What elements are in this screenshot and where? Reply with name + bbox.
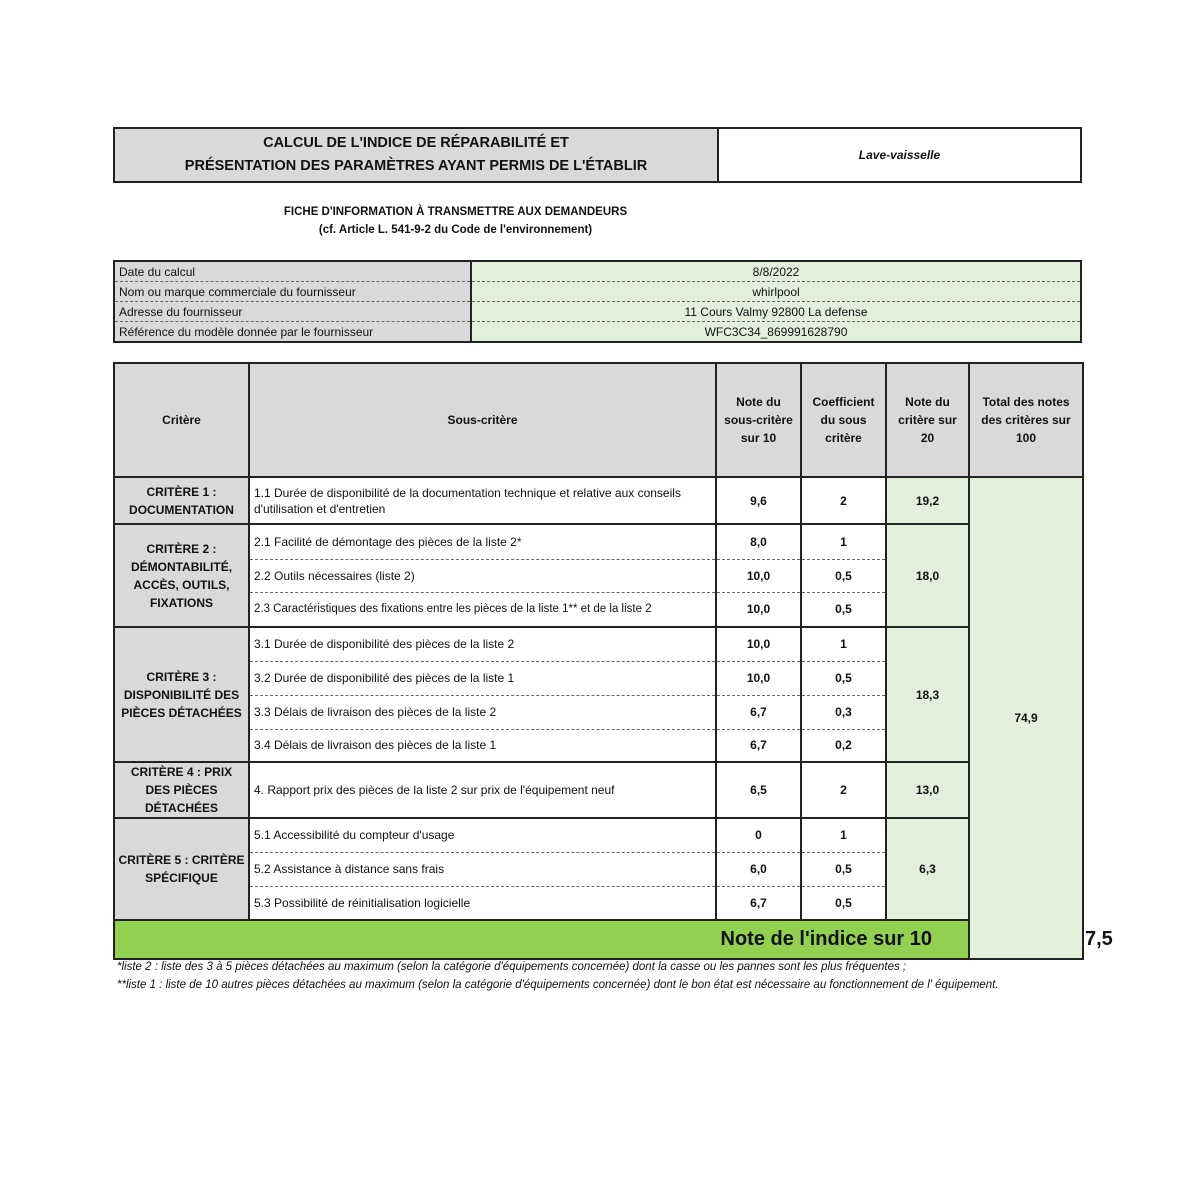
footnote-liste-1: **liste 1 : liste de 10 autres pièces détachées au maximum (selon la catégorie d'équipements concernée) dont le bon état est nécessaire au fonctionnement de l' équipement. bbox=[117, 979, 999, 991]
sub-criterion-label: 3.4 Délais de livraison des pièces de la liste 1 bbox=[249, 729, 716, 762]
subheader-line-1: FICHE D'INFORMATION À TRANSMETTRE AUX DEMANDEURS bbox=[283, 206, 628, 218]
sub-criterion-note: 10,0 bbox=[716, 592, 801, 627]
info-value: whirlpool bbox=[471, 282, 1081, 302]
info-label: Nom ou marque commerciale du fournisseur bbox=[114, 282, 471, 302]
criterion-4-score: 13,0 bbox=[886, 762, 969, 818]
title-line-2: PRÉSENTATION DES PARAMÈTRES AYANT PERMIS DE L'ÉTABLIR bbox=[184, 158, 648, 174]
sub-criterion-label: 5.1 Accessibilité du compteur d'usage bbox=[249, 818, 716, 852]
sub-criterion-coef: 0,2 bbox=[801, 729, 886, 762]
sub-criterion-label: 5.2 Assistance à distance sans frais bbox=[249, 852, 716, 886]
sub-criterion-note: 9,6 bbox=[716, 477, 801, 524]
header-sous-critere: Sous-critère bbox=[249, 363, 716, 477]
criterion-5-score: 6,3 bbox=[886, 818, 969, 920]
sub-criterion-coef: 2 bbox=[801, 477, 886, 524]
table-header-row bbox=[114, 363, 1083, 477]
footnote-liste-2: *liste 2 : liste des 3 à 5 pièces détachées au maximum (selon la catégorie d'équipements concernée) dont la casse ou les pannes sont les plus fréquentes ; bbox=[117, 961, 907, 973]
sub-criterion-label: 2.3 Caractéristiques des fixations entre les pièces de la liste 1** et de la liste 2 bbox=[249, 592, 716, 627]
criterion-1-score: 19,2 bbox=[886, 477, 969, 524]
total-score-100: 74,9 bbox=[969, 477, 1083, 959]
header-critere: Critère bbox=[114, 363, 249, 477]
final-score-label: Note de l'indice sur 10 bbox=[114, 920, 969, 959]
sub-criterion-label: 3.1 Durée de disponibilité des pièces de la liste 2 bbox=[249, 627, 716, 661]
criterion-3-name: CRITÈRE 3 : DISPONIBILITÉ DES PIÈCES DÉTACHÉES bbox=[114, 627, 249, 762]
info-label: Référence du modèle donnée par le fournisseur bbox=[114, 322, 471, 343]
table-row bbox=[114, 477, 1083, 524]
sub-criterion-label: 2.1 Facilité de démontage des pièces de la liste 2* bbox=[249, 524, 716, 559]
sub-criterion-note: 6,7 bbox=[716, 695, 801, 729]
sub-criterion-note: 10,0 bbox=[716, 627, 801, 661]
sub-criterion-label: 5.3 Possibilité de réinitialisation logicielle bbox=[249, 886, 716, 920]
sub-criterion-note: 6,7 bbox=[716, 886, 801, 920]
info-value: 8/8/2022 bbox=[471, 261, 1081, 282]
table-row bbox=[114, 762, 1083, 818]
info-row bbox=[114, 261, 1081, 282]
info-value: 11 Cours Valmy 92800 La defense bbox=[471, 302, 1081, 322]
sub-criterion-coef: 2 bbox=[801, 762, 886, 818]
footnotes bbox=[117, 958, 1077, 994]
subheader-line-2: (cf. Article L. 541-9-2 du Code de l'environnement) bbox=[318, 224, 593, 236]
sub-criterion-coef: 0,5 bbox=[801, 852, 886, 886]
sub-criterion-coef: 1 bbox=[801, 627, 886, 661]
criterion-5-name: CRITÈRE 5 : CRITÈRE SPÉCIFIQUE bbox=[114, 818, 249, 920]
sub-criterion-label: 2.2 Outils nécessaires (liste 2) bbox=[249, 559, 716, 592]
header-coefficient: Coefficient du sous critère bbox=[801, 363, 886, 477]
sub-criterion-label: 3.2 Durée de disponibilité des pièces de la liste 1 bbox=[249, 661, 716, 695]
document-header bbox=[113, 127, 1082, 183]
sub-criterion-note: 6,0 bbox=[716, 852, 801, 886]
table-row bbox=[114, 818, 1083, 852]
table-row bbox=[114, 627, 1083, 661]
criterion-3-score: 18,3 bbox=[886, 627, 969, 762]
info-row bbox=[114, 302, 1081, 322]
sub-criterion-label: 3.3 Délais de livraison des pièces de la liste 2 bbox=[249, 695, 716, 729]
info-label: Adresse du fournisseur bbox=[114, 302, 471, 322]
product-type: Lave-vaisselle bbox=[858, 148, 941, 162]
sub-criterion-coef: 1 bbox=[801, 818, 886, 852]
sub-criterion-label: 4. Rapport prix des pièces de la liste 2 sur prix de l'équipement neuf bbox=[249, 762, 716, 818]
sub-criterion-note: 6,7 bbox=[716, 729, 801, 762]
info-row bbox=[114, 322, 1081, 343]
final-score-row: Note de l'indice sur 10 7,5 bbox=[114, 920, 1083, 959]
criterion-2-name: CRITÈRE 2 : DÉMONTABILITÉ, ACCÈS, OUTILS, FIXATIONS bbox=[114, 524, 249, 627]
sub-criterion-coef: 0,5 bbox=[801, 559, 886, 592]
header-total: Total des notes des critères sur 100 bbox=[969, 363, 1083, 477]
sub-criterion-label: 1.1 Durée de disponibilité de la documentation technique et relative aux conseils d'utilisation et d'entretien bbox=[249, 477, 716, 524]
sub-criterion-note: 0 bbox=[716, 818, 801, 852]
criterion-1-name: CRITÈRE 1 : DOCUMENTATION bbox=[114, 477, 249, 524]
info-label: Date du calcul bbox=[114, 261, 471, 282]
sub-criterion-note: 10,0 bbox=[716, 559, 801, 592]
header-note-sous-critere: Note du sous-critère sur 10 bbox=[716, 363, 801, 477]
title-line-1: CALCUL DE L'INDICE DE RÉPARABILITÉ ET bbox=[263, 135, 569, 151]
info-value: WFC3C34_869991628790 bbox=[471, 322, 1081, 343]
sub-criterion-coef: 0,5 bbox=[801, 592, 886, 627]
supplier-info-table bbox=[113, 260, 1082, 343]
sub-criterion-note: 10,0 bbox=[716, 661, 801, 695]
sub-criterion-coef: 1 bbox=[801, 524, 886, 559]
document-title bbox=[115, 129, 719, 181]
criterion-2-score: 18,0 bbox=[886, 524, 969, 627]
sub-criterion-coef: 0,3 bbox=[801, 695, 886, 729]
sub-criterion-note: 6,5 bbox=[716, 762, 801, 818]
sub-criterion-coef: 0,5 bbox=[801, 886, 886, 920]
sub-criterion-note: 8,0 bbox=[716, 524, 801, 559]
info-row bbox=[114, 282, 1081, 302]
header-note-critere: Note du critère sur 20 bbox=[886, 363, 969, 477]
criterion-4-name: CRITÈRE 4 : PRIX DES PIÈCES DÉTACHÉES bbox=[114, 762, 249, 818]
sub-criterion-coef: 0,5 bbox=[801, 661, 886, 695]
table-row bbox=[114, 524, 1083, 559]
repairability-table bbox=[113, 362, 1113, 960]
